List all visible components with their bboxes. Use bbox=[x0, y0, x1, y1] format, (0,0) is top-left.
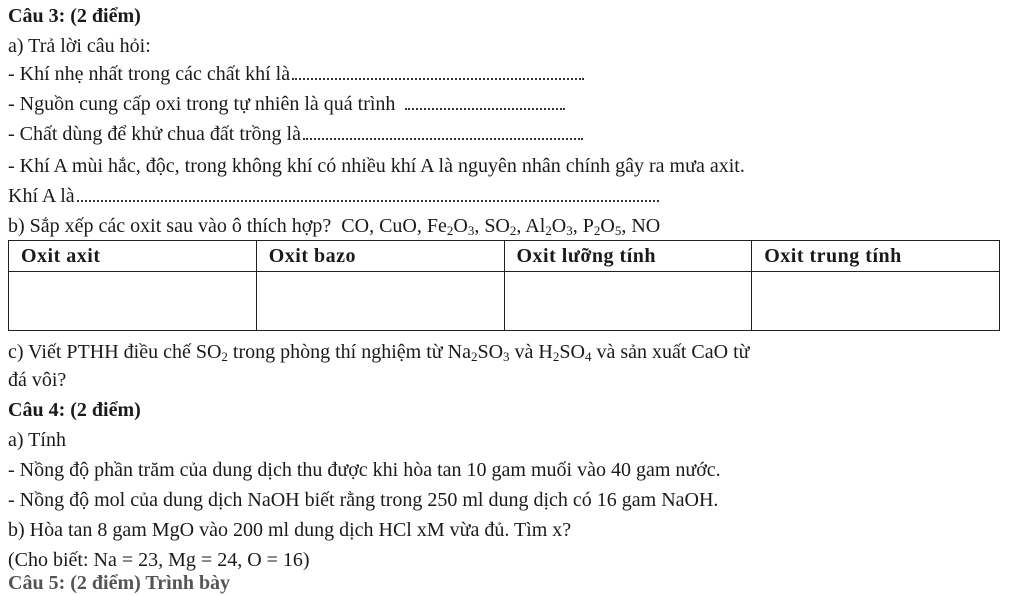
formula-so2: $SO_2$ bbox=[484, 215, 517, 238]
formula-so2-c: $SO_2$ bbox=[195, 341, 228, 364]
q3-a-item-4: - Khí A mùi hắc, độc, trong không khí có nhiều khí A là nguyên nhân chính gây ra mưa axit. bbox=[8, 155, 745, 177]
cell-oxit-axit[interactable] bbox=[9, 272, 257, 331]
q4-b-line: b) Hòa tan 8 gam MgO vào 200 ml dung dịch HCl xM vừa đủ. Tìm x? bbox=[8, 519, 572, 541]
formula-fe2o3: $Fe_2O_3$ bbox=[426, 215, 475, 238]
formula-co: CO bbox=[341, 215, 370, 237]
q3-c-line-2: đá vôi? bbox=[8, 369, 67, 391]
oxide-table bbox=[8, 240, 1000, 331]
q3-a-item-3: - Chất dùng để khử chua đất trồng là bbox=[8, 122, 583, 146]
q3-a-item-5: Khí A là bbox=[8, 184, 659, 208]
question-3-title: Câu 3: (2 điểm) bbox=[8, 5, 141, 27]
formula-h2so4: $H_2SO_4$ bbox=[538, 341, 592, 364]
formula-cuo: CuO bbox=[379, 215, 417, 237]
header-oxit-axit: Oxit axit bbox=[9, 241, 257, 272]
q3-c-line-1: c) Viết PTHH điều chế $SO_2$ trong phòng thí nghiệm từ $Na_2SO_3$ và $H_2SO_4$ và sản xuất CaO từ bbox=[8, 341, 750, 364]
question-4-title: Câu 4: (2 điểm) bbox=[8, 399, 141, 421]
formula-no: NO bbox=[631, 215, 661, 237]
header-oxit-bazo: Oxit bazo bbox=[256, 241, 504, 272]
cell-oxit-bazo[interactable] bbox=[256, 272, 504, 331]
header-oxit-luong-tinh: Oxit lưỡng tính bbox=[504, 241, 752, 272]
cell-oxit-luong-tinh[interactable] bbox=[504, 272, 752, 331]
q3-a-item-2: - Nguồn cung cấp oxi trong tự nhiên là quá trình bbox=[8, 92, 565, 116]
q3-b-line: b) Sắp xếp các oxit sau vào ô thích hợp? CO, CuO, $Fe_2O_3$, $SO_2$, $Al_2O_3$, $P_2O_5$, NO bbox=[8, 215, 661, 238]
q3-a-heading: a) Trả lời câu hỏi: bbox=[8, 35, 151, 57]
cell-oxit-trung-tinh[interactable] bbox=[752, 272, 1000, 331]
q4-a-item-2: - Nồng độ mol của dung dịch NaOH biết rằng trong 250 ml dung dịch có 16 gam NaOH. bbox=[8, 489, 719, 511]
q4-a-heading: a) Tính bbox=[8, 429, 66, 451]
formula-na2so3: $Na_2SO_3$ bbox=[447, 341, 510, 364]
header-oxit-trung-tinh: Oxit trung tính bbox=[752, 241, 1000, 272]
formula-p2o5: $P_2O_5$ bbox=[582, 215, 622, 238]
q3-a-item-1: - Khí nhẹ nhất trong các chất khí là bbox=[8, 62, 584, 86]
question-5-cutoff: Câu 5: (2 điểm) Trình bày bbox=[8, 572, 231, 594]
formula-al2o3: $Al_2O_3$ bbox=[525, 215, 573, 238]
q4-note: (Cho biết: Na = 23, Mg = 24, O = 16) bbox=[8, 549, 310, 571]
q4-a-item-1: - Nồng độ phần trăm của dung dịch thu được khi hòa tan 10 gam muối vào 40 gam nước. bbox=[8, 459, 721, 481]
